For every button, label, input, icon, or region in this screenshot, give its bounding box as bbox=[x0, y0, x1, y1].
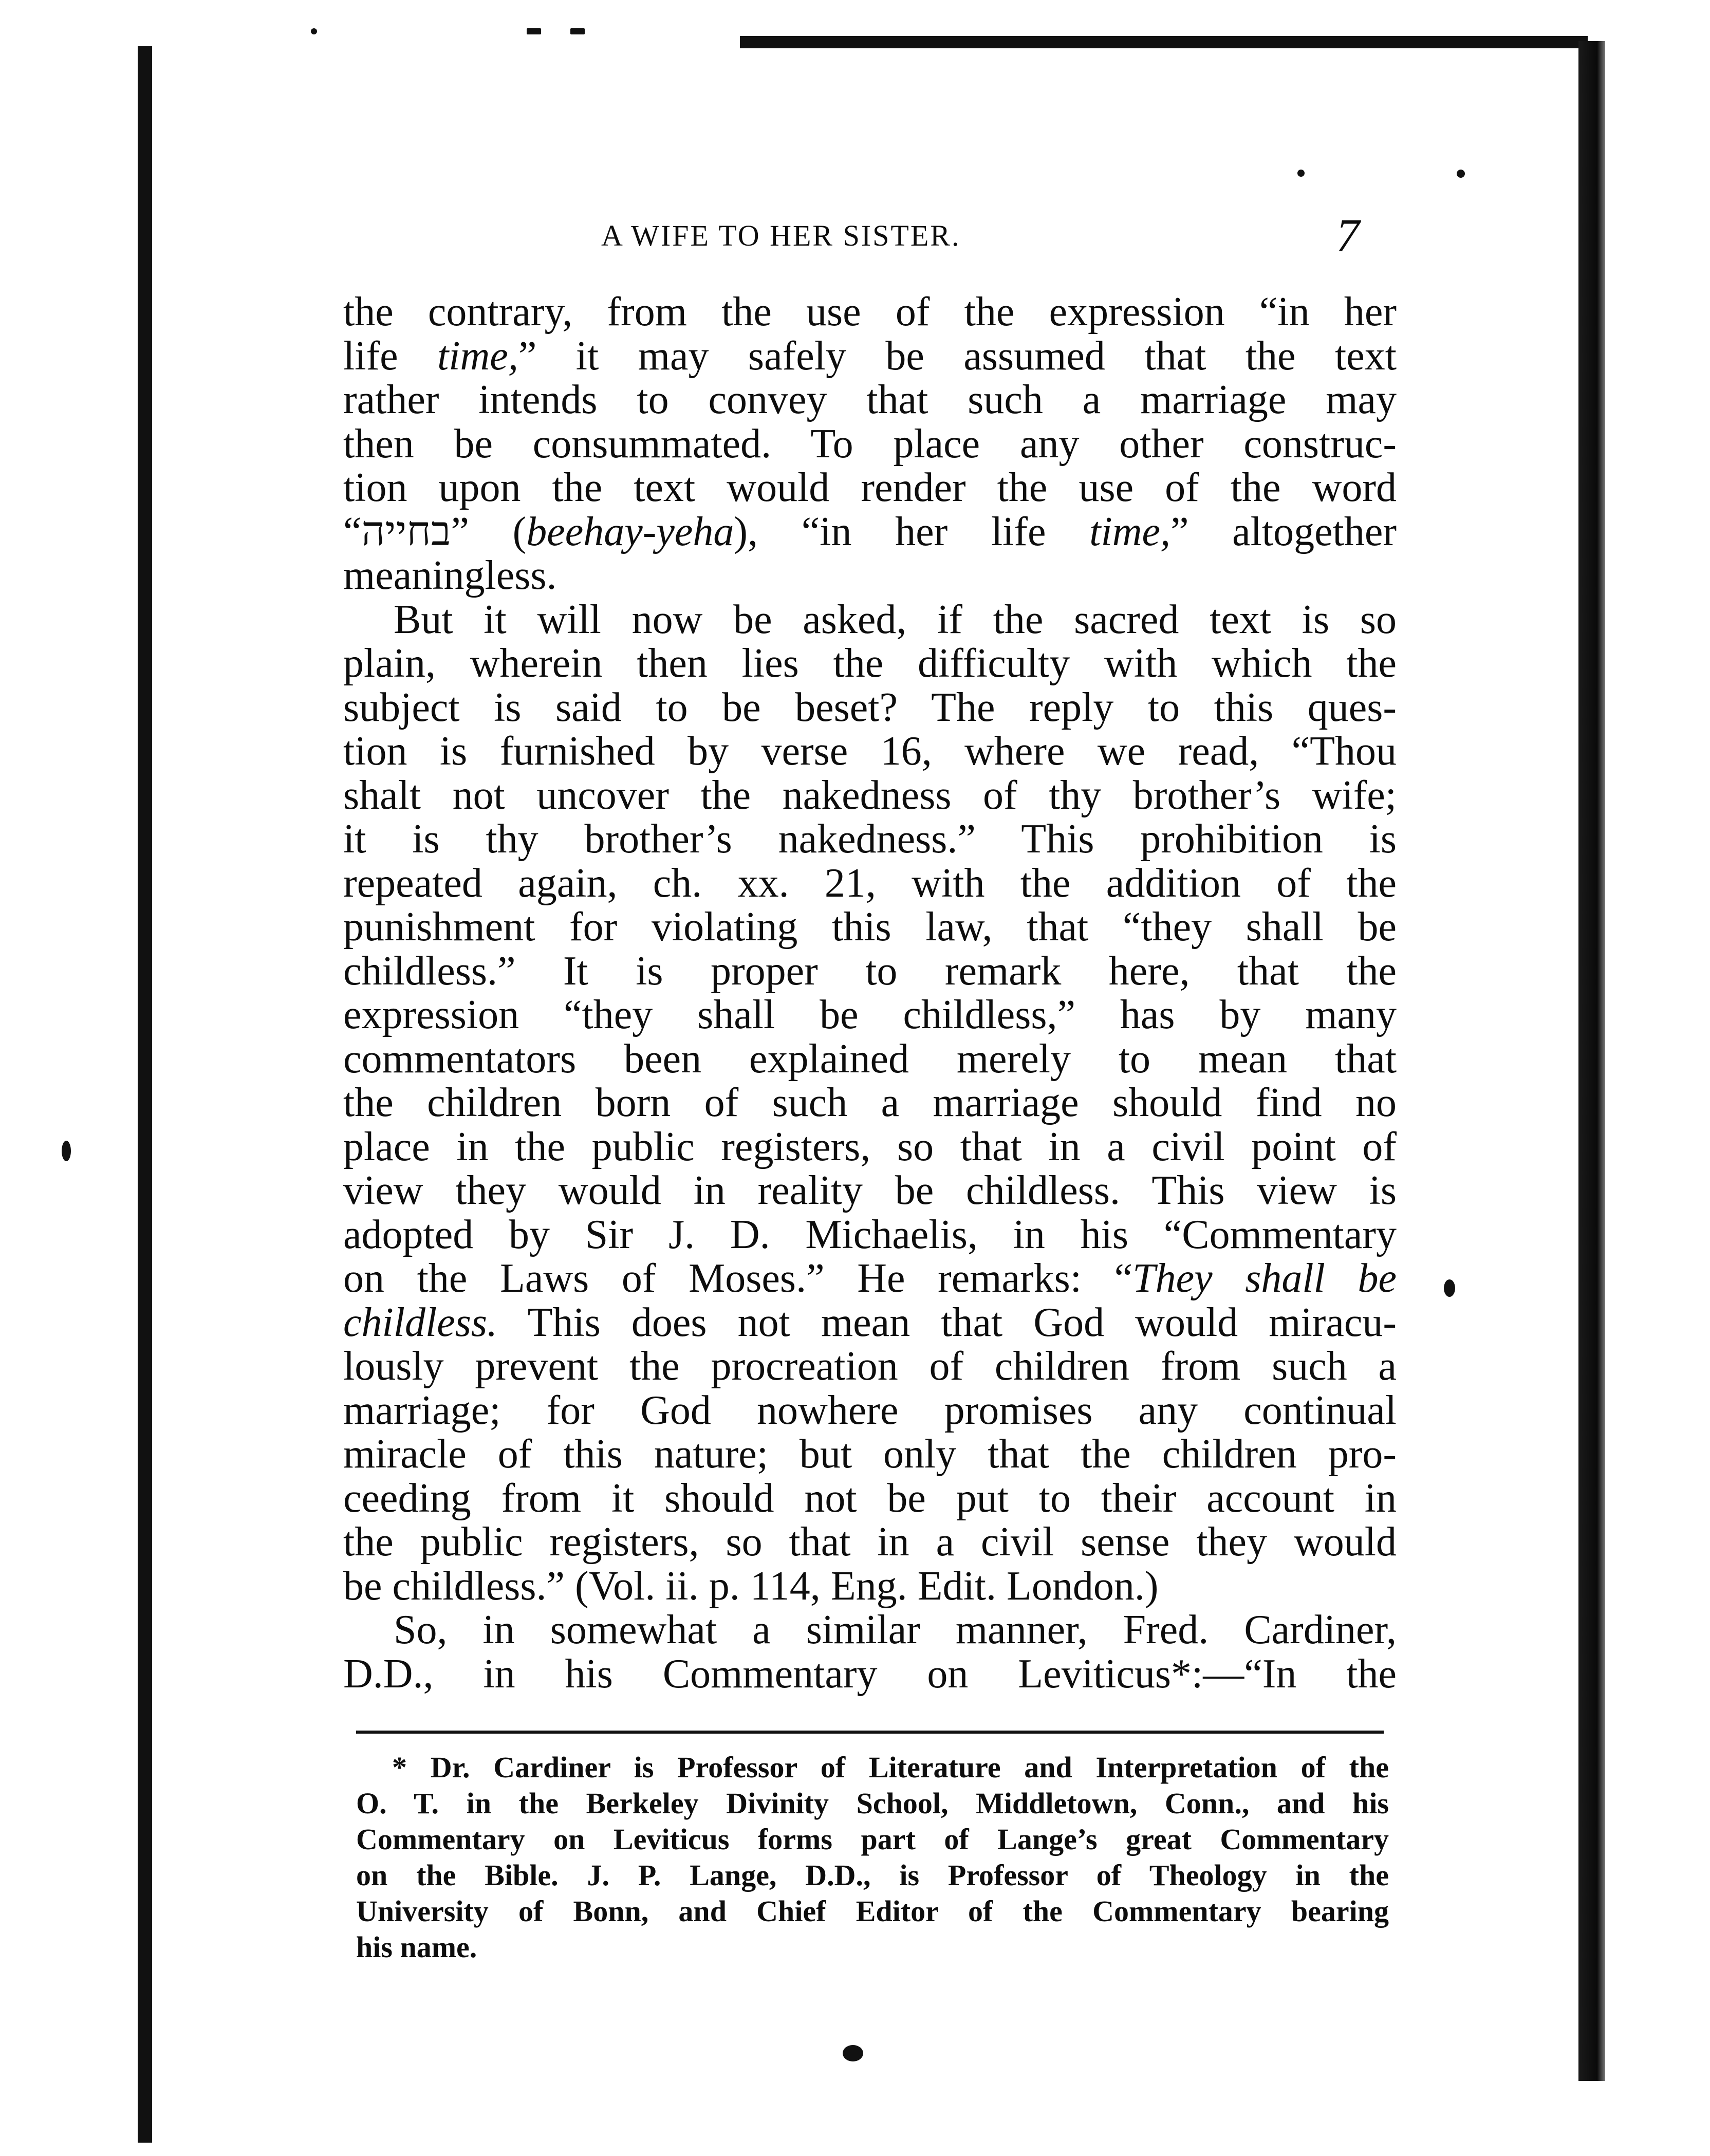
text-line: on the Laws of Moses.” He remarks: “They shall be bbox=[343, 1256, 1397, 1301]
text-line: marriage; for God nowhere promises any continual bbox=[343, 1387, 1397, 1433]
text-line: D.D., in his Commentary on Leviticus*:—“In the bbox=[343, 1651, 1397, 1697]
text-line: plain, wherein then lies the difficulty with which the bbox=[343, 641, 1397, 686]
text-line: it is thy brother’s nakedness.” This prohibition is bbox=[343, 816, 1397, 862]
text-line: tion is furnished by verse 16, where we read, “Thou bbox=[343, 729, 1397, 774]
text-line: be childless.” (Vol. ii. p. 114, Eng. Edit. London.) bbox=[343, 1563, 1159, 1609]
footnote-line: * Dr. Cardiner is Professor of Literature and Interpretation of the bbox=[392, 1751, 1389, 1784]
ink-speck bbox=[311, 28, 317, 34]
text-line: the contrary, from the use of the expression “in her bbox=[343, 289, 1397, 334]
text-line: tion upon the text would render the use of the word bbox=[343, 465, 1397, 510]
text-line: life time,” it may safely be assumed that the text bbox=[343, 333, 1397, 379]
running-title: A WIFE TO HER SISTER. bbox=[601, 219, 961, 252]
text-line: then be consummated. To place any other construc- bbox=[343, 421, 1397, 467]
text-line: subject is said to be beset? The reply to this ques- bbox=[343, 684, 1397, 730]
text-line: repeated again, ch. xx. 21, with the addition of the bbox=[343, 860, 1397, 906]
text-line: lously prevent the procreation of children from such a bbox=[343, 1344, 1397, 1389]
top-scan-edge bbox=[740, 36, 1588, 48]
ink-speck bbox=[1297, 170, 1305, 177]
text-line: punishment for violating this law, that “they shall be bbox=[343, 904, 1397, 950]
page-number: 7 bbox=[1336, 209, 1360, 262]
binding-edge bbox=[138, 46, 152, 2143]
text-line: rather intends to convey that such a marriage may bbox=[343, 377, 1397, 422]
text-line: childless.” It is proper to remark here, that the bbox=[343, 948, 1397, 994]
ink-speck bbox=[527, 28, 541, 34]
paragraph-start-line: So, in somewhat a similar manner, Fred. Cardiner, bbox=[394, 1607, 1397, 1652]
text-line: “בחייה” (beehay-yeha), “in her life time,” altogether bbox=[343, 509, 1397, 554]
text-line: miracle of this nature; but only that the children pro- bbox=[343, 1432, 1397, 1477]
footnote-separator bbox=[356, 1731, 1384, 1734]
text-line: adopted by Sir J. D. Michaelis, in his “Commentary bbox=[343, 1212, 1397, 1257]
ink-speck bbox=[62, 1141, 71, 1161]
text-line: ceeding from it should not be put to their account in bbox=[343, 1475, 1397, 1521]
ink-speck bbox=[570, 28, 585, 34]
ink-speck bbox=[1444, 1279, 1455, 1297]
text-line: shalt not uncover the nakedness of thy brother’s wife; bbox=[343, 772, 1397, 818]
footnote bbox=[356, 1750, 1389, 1965]
footnote-line: Commentary on Leviticus forms part of Lange’s great Commentary bbox=[356, 1823, 1389, 1856]
footnote-line: O. T. in the Berkeley Divinity School, Middletown, Conn., and his bbox=[356, 1787, 1389, 1820]
text-line: the children born of such a marriage should find no bbox=[343, 1080, 1397, 1125]
text-line: meaningless. bbox=[343, 553, 557, 598]
body-text bbox=[343, 290, 1397, 1696]
text-line: the public registers, so that in a civil sense they would bbox=[343, 1519, 1397, 1565]
footnote-line: University of Bonn, and Chief Editor of the Commentary bearing bbox=[356, 1894, 1389, 1928]
footnote-line: on the Bible. J. P. Lange, D.D., is Professor of Theology in the bbox=[356, 1858, 1389, 1892]
text-line: expression “they shall be childless,” has by many bbox=[343, 992, 1397, 1037]
ink-speck bbox=[843, 2045, 863, 2061]
text-line: place in the public registers, so that in a civil point of bbox=[343, 1124, 1397, 1169]
ink-speck bbox=[1457, 170, 1465, 178]
text-line: commentators been explained merely to mean that bbox=[343, 1036, 1397, 1082]
text-line: view they would in reality be childless. This view is bbox=[343, 1168, 1397, 1213]
text-line: childless. This does not mean that God would miracu- bbox=[343, 1299, 1397, 1345]
paragraph-start-line: But it will now be asked, if the sacred text is so bbox=[394, 597, 1397, 642]
right-scan-edge bbox=[1578, 41, 1605, 2081]
footnote-line: his name. bbox=[356, 1930, 477, 1964]
